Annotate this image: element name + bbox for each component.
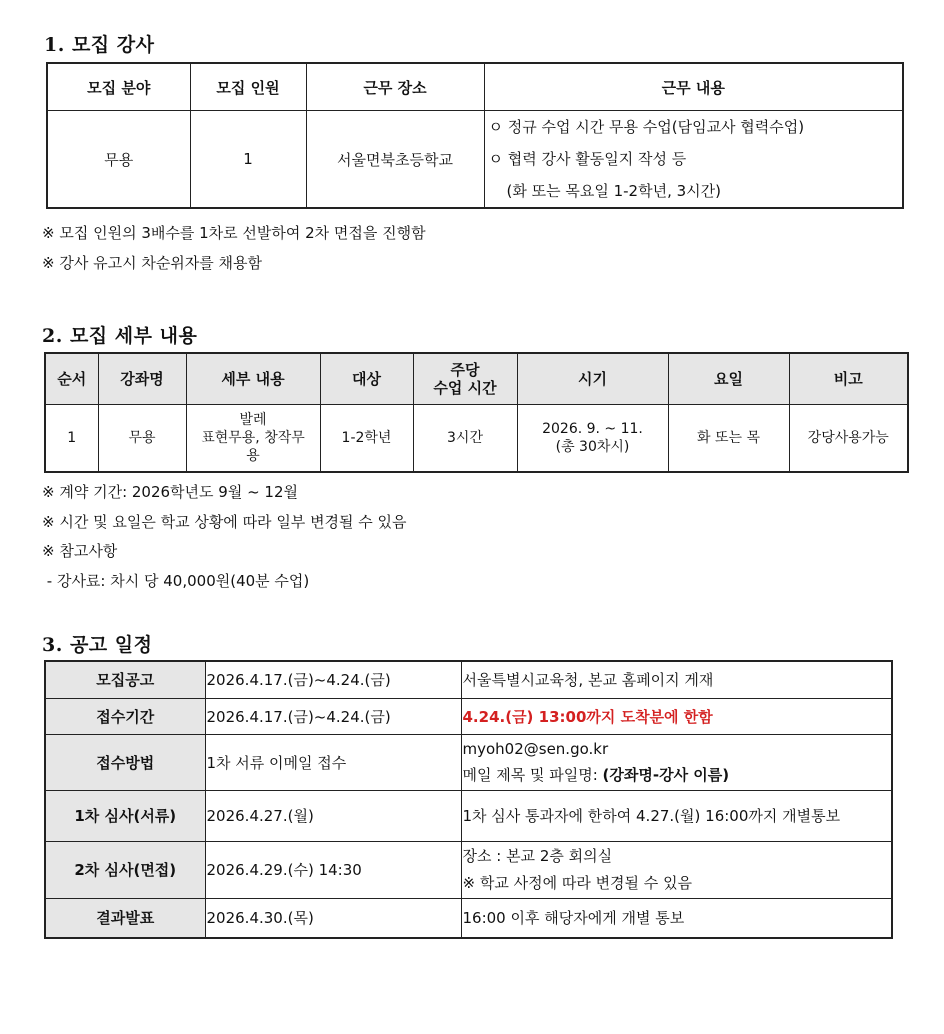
header-course: 강좌명 xyxy=(98,353,186,405)
header-target: 대상 xyxy=(320,353,413,405)
row-course: 무용 xyxy=(98,405,186,473)
header-field: 모집 분야 xyxy=(47,63,190,111)
schedule-label-2: 접수기간 xyxy=(45,698,205,734)
schedule-label-5: 2차 심사(면접) xyxy=(45,841,205,898)
duty-line-1: ㅇ 정규 수업 시간 무용 수업(담임교사 협력수업) xyxy=(488,118,805,136)
period-line-1: 2026. 9. ~ 11. xyxy=(542,421,643,437)
schedule-date-4: 2026.4.27.(월) xyxy=(205,790,461,841)
recruit-instructor-table xyxy=(46,62,904,209)
schedule-date-1: 2026.4.17.(금)~4.24.(금) xyxy=(205,661,461,698)
header-duties: 근무 내용 xyxy=(484,63,903,111)
s1-note-2: ※ 강사 유고시 차순위자를 채용함 xyxy=(42,254,263,272)
row-remark: 강당사용가능 xyxy=(789,405,908,473)
row-period xyxy=(517,405,668,473)
schedule-label-4: 1차 심사(서류) xyxy=(45,790,205,841)
header-detail: 세부 내용 xyxy=(186,353,320,405)
schedule-date-5: 2026.4.29.(수) 14:30 xyxy=(205,841,461,898)
interview-note: ※ 학교 사정에 따라 변경될 수 있음 xyxy=(462,873,693,892)
schedule-label-3: 접수방법 xyxy=(45,734,205,790)
schedule-table xyxy=(44,660,893,939)
detail-line-2: 표현무용, 창작무 xyxy=(201,430,305,446)
s2-note-3: ※ 참고사항 xyxy=(42,542,118,560)
header-weekly: 주당 xyxy=(450,361,480,379)
duty-line-2: ㅇ 협력 강사 활동일지 작성 등 xyxy=(488,150,687,168)
header-period: 시기 xyxy=(517,353,668,405)
place-value: 서울면북초등학교 xyxy=(306,111,484,209)
email-address: myoh02@sen.go.kr xyxy=(462,740,609,758)
detail-line-1: 발레 xyxy=(239,412,267,428)
s2-note-1: ※ 계약 기간: 2026학년도 9월 ~ 12월 xyxy=(42,483,299,501)
interview-place: 장소 : 본교 2층 회의실 xyxy=(462,846,613,865)
schedule-desc-6: 16:00 이후 해당자에게 개별 통보 xyxy=(461,898,892,938)
mail-subject-format: (강좌명-강사 이름) xyxy=(602,766,730,784)
duties-cell xyxy=(484,111,903,209)
header-count: 모집 인원 xyxy=(190,63,306,111)
row-order: 1 xyxy=(45,405,98,473)
header-weekly-hours xyxy=(413,353,517,405)
row-hours: 3시간 xyxy=(413,405,517,473)
header-remark: 비고 xyxy=(789,353,908,405)
detail-line-3: 용 xyxy=(246,448,260,464)
header-day: 요일 xyxy=(668,353,789,405)
s1-note-1: ※ 모집 인원의 3배수를 1차로 선발하여 2차 면접을 진행함 xyxy=(42,224,426,242)
schedule-date-3: 1차 서류 이메일 접수 xyxy=(205,734,461,790)
header-place: 근무 장소 xyxy=(306,63,484,111)
row-detail xyxy=(186,405,320,473)
mail-subject-rule xyxy=(463,762,892,788)
schedule-label-6: 결과발표 xyxy=(45,898,205,938)
period-line-2: (총 30차시) xyxy=(555,439,630,455)
field-value: 무용 xyxy=(47,111,190,209)
s2-note-2: ※ 시간 및 요일은 학교 상황에 따라 일부 변경될 수 있음 xyxy=(42,513,407,531)
schedule-date-6: 2026.4.30.(목) xyxy=(205,898,461,938)
row-target: 1-2학년 xyxy=(320,405,413,473)
header-class-hours: 수업 시간 xyxy=(433,379,497,397)
schedule-desc-2: 4.24.(금) 13:00까지 도착분에 한함 xyxy=(461,698,892,734)
section-2-title: 2. 모집 세부 내용 xyxy=(42,325,198,347)
schedule-desc-4: 1차 심사 통과자에 한하여 4.27.(월) 16:00까지 개별통보 xyxy=(461,790,892,841)
count-value: 1 xyxy=(190,111,306,209)
schedule-desc-5 xyxy=(461,841,892,898)
row-day: 화 또는 목 xyxy=(668,405,789,473)
schedule-desc-1: 서울특별시교육청, 본교 홈페이지 게재 xyxy=(461,661,892,698)
s2-note-4: - 강사료: 차시 당 40,000원(40분 수업) xyxy=(42,572,310,590)
mail-subject-label: 메일 제목 및 파일명: xyxy=(462,766,603,784)
section-3-title: 3. 공고 일정 xyxy=(42,634,153,656)
duty-line-3: (화 또는 목요일 1-2학년, 3시간) xyxy=(506,182,721,200)
schedule-desc-3 xyxy=(461,734,892,790)
schedule-date-2: 2026.4.17.(금)~4.24.(금) xyxy=(205,698,461,734)
section-1-title: 1. 모집 강사 xyxy=(44,34,155,56)
header-order: 순서 xyxy=(45,353,98,405)
schedule-label-1: 모집공고 xyxy=(45,661,205,698)
detail-table xyxy=(44,352,909,473)
